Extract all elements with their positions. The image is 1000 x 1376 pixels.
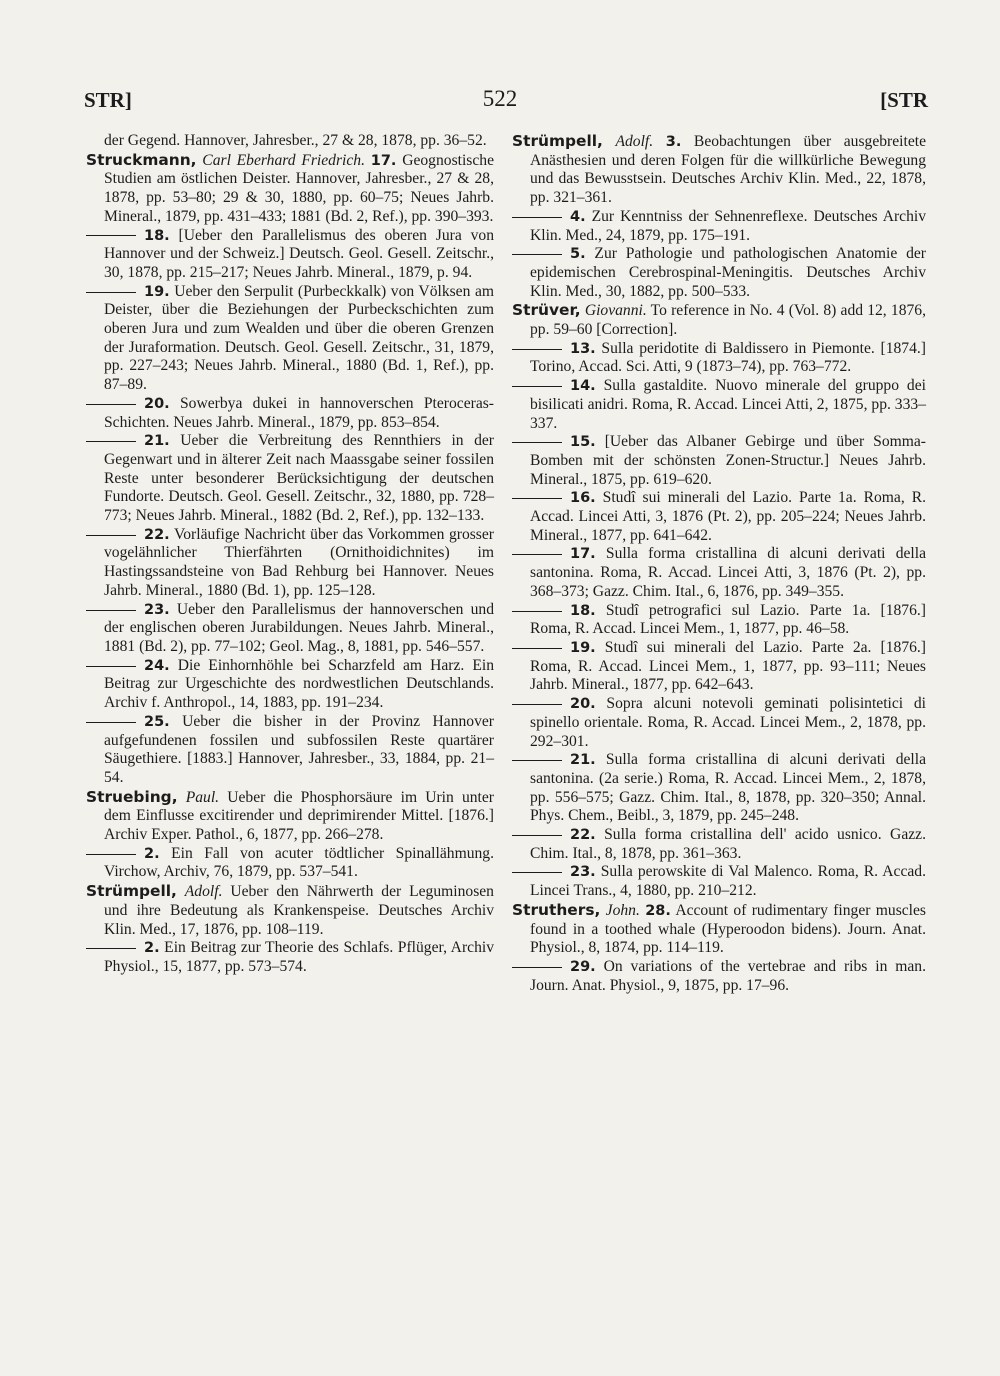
entry-number: 22.	[570, 827, 596, 844]
entry-number: 4.	[570, 208, 586, 225]
reference-text: Account of rudimentary finger muscles found in a toothed whale (Hyperoodon bidens). Journ. Anat. Physiol., 8, 1874, pp. 114–119.	[530, 901, 927, 957]
author-surname: Strümpell,	[512, 132, 603, 150]
bibliography-entry	[86, 432, 494, 526]
same-author-dash	[86, 948, 136, 949]
reference-text: Sulla forma cristallina di alcuni derivati della santonina. Roma, R. Accad. Lincei Atti, 3, 1876 (Pt. 2), pp. 368–373; Gazz. Chim. Ital., 6, 1876, pp. 349–355.	[530, 545, 926, 600]
bibliography-entry	[512, 826, 926, 863]
reference-text: Ueber die Phosphorsäure im Urin unter dem Einflusse excitirender und deprimirender Mittel. [1876.] Archiv Exper. Pathol., 6, 1877, pp. 266–278.	[104, 788, 494, 844]
page-number: 522	[482, 86, 518, 111]
same-author-dash	[512, 835, 562, 836]
entry-number: 2.	[144, 845, 160, 862]
bibliography-entry	[512, 602, 926, 639]
reference-text: Ueber den Serpulit (Purbeckkalk) von Völksen am Deister, über die Beziehungen der Purbeckschichten zum oberen Jura und zum Wealden und über die oberen Grenzen der Juraformation. Deutsch. Geol. Gesell. Zeitschr., 31, 1879, pp. 227–243; Neues Jahrb. Mineral., 1880 (Bd. 1, Ref.), pp. 87–89.	[104, 282, 495, 394]
reference-text: Ueber den Parallelismus der hannoverschen und der englischen oberen Jurabildungen. Neues Jahrb. Mineral., 1881 (Bd. 2), pp. 77–102; Geol. Mag., 8, 1881, pp. 546–557.	[104, 600, 494, 655]
entry-number: 2.	[144, 940, 160, 957]
reference-text: Sopra alcuni notevoli geminati polisintetici di spinello orientale. Roma, R. Accad. Lincei Mem., 2, 1878, pp. 292–301.	[530, 695, 926, 750]
entry-number: 23.	[570, 864, 596, 881]
author-given-name: Adolf.	[184, 883, 223, 901]
reference-text: Studî sui minerali del Lazio. Parte 1a. Roma, R. Accad. Lincei Atti, 3, 1876 (Pt. 2), pp. 205–224; Neues Jahrb. Mineral., 1877, pp. 641–642.	[530, 489, 926, 544]
bibliography-entry	[512, 958, 926, 995]
reference-text: Ein Fall von acuter tödtlicher Spinallähmung. Virchow, Archiv, 76, 1879, pp. 537–541.	[104, 844, 494, 881]
same-author-dash	[86, 666, 136, 667]
author-given-name: Adolf.	[615, 133, 654, 150]
reference-text: Vorläufige Nachricht über das Vorkommen grosser vogelähnlicher Thierfährten (Ornithoidichnites) im Hastingssandsteine von Bad Rehburg bei Hannover. Neues Jahrb. Mineral., 1880 (Bd. 1), pp. 125–128.	[104, 525, 494, 599]
same-author-dash	[512, 704, 562, 705]
author-surname: Strüver,	[512, 301, 581, 320]
left-column	[86, 132, 494, 977]
same-author-dash	[512, 386, 562, 387]
bibliography-entry	[86, 395, 494, 432]
same-author-dash	[86, 535, 136, 536]
reference-text: Beobachtungen über ausgebreitete Anästhesien und deren Folgen für die willkürliche Bewegung und das Bewusstsein. Deutsches Archiv Klin. Med., 22, 1878, pp. 321–361.	[530, 133, 927, 207]
entry-number: 29.	[570, 958, 596, 975]
author-given-name: Paul.	[185, 788, 220, 806]
reference-text: Ein Beitrag zur Theorie des Schlafs. Pflüger, Archiv Physiol., 15, 1877, pp. 573–574.	[104, 939, 494, 975]
entry-number: 21.	[570, 752, 596, 769]
bibliography-entry	[512, 433, 926, 489]
same-author-dash	[86, 441, 136, 442]
same-author-dash	[512, 498, 562, 499]
same-author-dash	[86, 722, 136, 723]
entry-number: 17.	[370, 152, 397, 169]
bibliography-entry	[86, 227, 494, 283]
running-head-left: STR]	[84, 88, 132, 112]
bibliography-entry	[86, 526, 494, 601]
bibliography-entry	[86, 939, 494, 976]
entry-number: 21.	[144, 433, 170, 450]
author-surname: Struebing,	[86, 787, 178, 806]
running-head-right: [STR	[880, 88, 928, 112]
reference-text: Sulla gastaldite. Nuovo minerale del gruppo dei bisilicati anidri. Roma, R. Accad. Lincei Atti, 2, 1875, pp. 333–337.	[530, 377, 926, 432]
reference-text: Ueber die Verbreitung des Rennthiers in der Gegenwart und in älterer Zeit nach Maassgabe seiner fossilen Reste unter besonderer Berücksichtigung der deutschen Fundorte. Deutsch. Geol. Gesell. Zeitschr., 32, 1880, pp. 728–773; Neues Jahrb. Mineral., 1882 (Bd. 2, Ref.), pp. 132–133.	[104, 432, 494, 525]
bibliography-entry	[512, 863, 926, 900]
bibliography-entry	[512, 751, 926, 826]
entry-number: 13.	[570, 340, 596, 357]
bibliography-entry	[86, 713, 494, 788]
bibliography-entry	[512, 545, 926, 601]
reference-text: Zur Pathologie und pathologischen Anatomie der epidemischen Cerebrospinal-Meningitis. Deutsches Archiv Klin. Med., 30, 1882, pp. 500–533.	[530, 245, 926, 300]
same-author-dash	[512, 349, 562, 350]
reference-text: [Ueber das Albaner Gebirge und über Somma-Bomben mit der schönsten Zonen-Structur.] Neues Jahrb. Mineral., 1875, pp. 619–620.	[530, 433, 926, 488]
reference-text: Sulla peridotite di Baldissero in Piemonte. [1874.] Torino, Accad. Sci. Atti, 9 (1873–74), pp. 763–772.	[530, 339, 926, 376]
bibliography-entry	[86, 132, 494, 151]
right-column	[512, 132, 926, 995]
entry-number: 18.	[570, 602, 596, 619]
entry-number: 22.	[144, 526, 170, 543]
bibliography-entry	[512, 901, 926, 958]
same-author-dash	[512, 648, 562, 649]
same-author-dash	[512, 872, 562, 873]
bibliography-entry	[512, 340, 926, 377]
author-given-name: John.	[605, 901, 640, 919]
same-author-dash	[86, 235, 136, 236]
reference-text: Studî sui minerali del Lazio. Parte 2a. [1876.] Roma, R. Accad. Lincei Mem., 1, 1877, pp. 93–111; Neues Jahrb. Mineral., 1877, pp. 642–643.	[530, 638, 927, 694]
bibliography-entry	[86, 151, 494, 227]
same-author-dash	[86, 610, 136, 611]
reference-text: Ueber die bisher in der Provinz Hannover aufgefundenen fossilen und subfossilen Reste quartärer Säugethiere. [1883.] Hannover, Jahresber., 33, 1884, pp. 21–54.	[104, 712, 494, 786]
same-author-dash	[512, 760, 562, 761]
entry-number: 20.	[570, 696, 596, 713]
author-surname: Strümpell,	[86, 882, 177, 901]
reference-text: Die Einhornhöhle bei Scharzfeld am Harz. Ein Beitrag zur Urgeschichte des nordwestlichen Deutschlands. Archiv f. Anthropol., 14, 1883, pp. 191–234.	[104, 656, 494, 712]
same-author-dash	[512, 967, 562, 968]
reference-text: Sulla forma cristallina dell' acido usnico. Gazz. Chim. Ital., 8, 1878, pp. 361–363.	[530, 826, 926, 862]
entry-number: 19.	[144, 283, 170, 300]
reference-text: On variations of the vertebrae and ribs in man. Journ. Anat. Physiol., 9, 1875, pp. 17–96.	[530, 957, 926, 994]
entry-number: 14.	[570, 378, 596, 395]
bibliography-entry	[512, 245, 926, 301]
bibliography-entry	[86, 882, 494, 939]
entry-number: 28.	[645, 902, 671, 919]
bibliography-entry	[512, 132, 926, 208]
entry-number: 24.	[144, 657, 170, 674]
author-surname: Struthers,	[512, 900, 601, 919]
entry-number: 17.	[570, 546, 596, 563]
bibliography-entry	[512, 208, 926, 245]
entry-number: 23.	[144, 601, 170, 618]
bibliography-entry	[86, 788, 494, 845]
reference-text: Zur Kenntniss der Sehnenreflexe. Deutsches Archiv Klin. Med., 24, 1879, pp. 175–191.	[530, 207, 926, 244]
bibliography-entry	[86, 657, 494, 713]
entry-number: 15.	[570, 434, 596, 451]
same-author-dash	[86, 854, 136, 855]
entry-number: 16.	[570, 490, 596, 507]
entry-number: 19.	[570, 639, 596, 656]
bibliography-entry	[86, 601, 494, 657]
same-author-dash	[512, 217, 562, 218]
author-surname: Struckmann,	[86, 150, 197, 169]
bibliography-entry	[86, 845, 494, 882]
reference-text: Sowerbya dukei in hannoverschen Pteroceras-Schichten. Neues Jahrb. Mineral., 1879, pp. 853–854.	[104, 394, 494, 431]
same-author-dash	[512, 442, 562, 443]
reference-text: Ueber den Nährwerth der Leguminosen und ihre Bedeutung als Krankenspeise. Deutsches Archiv Klin. Med., 17, 1876, pp. 108–119.	[104, 883, 494, 938]
bibliography-entry	[86, 283, 494, 395]
reference-text: Geognostische Studien am östlichen Deister. Hannover, Jahresber., 27 & 28, 1878, pp. 53–80; 29 & 30, 1880, pp. 60–75; Neues Jahrb. Mineral., 1879, pp. 431–433; 1881 (Bd. 2, Ref.), pp. 390–393.	[104, 151, 495, 225]
bibliography-entry	[512, 489, 926, 545]
bibliography-entry	[512, 639, 926, 695]
bibliography-entry	[512, 377, 926, 433]
reference-text: [Ueber den Parallelismus des oberen Jura von Hannover und der Schweiz.] Deutsch. Geol. Gesell. Zeitschr., 30, 1878, pp. 215–217; Neues Jahrb. Mineral., 1879, p. 94.	[104, 226, 494, 281]
bibliography-entry	[512, 695, 926, 751]
reference-text: der Gegend. Hannover, Jahresber., 27 & 28, 1878, pp. 36–52.	[104, 132, 487, 149]
reference-text: Sulla perowskite di Val Malenco. Roma, R. Accad. Lincei Trans., 4, 1880, pp. 210–212.	[530, 863, 926, 900]
author-given-name: Giovanni.	[584, 302, 647, 320]
reference-text: Sulla forma cristallina di alcuni derivati della santonina. (2a serie.) Roma, R. Accad. Lincei Mem., 2, 1878, pp. 556–575; Gazz. Chim. Ital., 8, 1878, pp. 320–350; Annal. Phys. Chem., Beibl., 3, 1879, pp. 245–248.	[530, 751, 926, 825]
same-author-dash	[86, 292, 136, 293]
entry-number: 20.	[144, 395, 170, 412]
same-author-dash	[512, 554, 562, 555]
author-given-name: Carl Eberhard Friedrich.	[202, 151, 365, 169]
entry-number: 18.	[144, 227, 170, 244]
entry-number: 3.	[665, 134, 682, 150]
reference-text: To reference in No. 4 (Vol. 8) add 12, 1876, pp. 59–60 [Correction].	[530, 302, 926, 339]
entry-number: 5.	[570, 246, 586, 263]
bibliography-entry	[512, 301, 926, 339]
same-author-dash	[512, 254, 562, 255]
same-author-dash	[512, 611, 562, 612]
entry-number: 25.	[144, 713, 170, 730]
same-author-dash	[86, 404, 136, 405]
reference-text: Studî petrografici sul Lazio. Parte 1a. [1876.] Roma, R. Accad. Lincei Mem., 1, 1877, pp. 46–58.	[530, 601, 926, 638]
